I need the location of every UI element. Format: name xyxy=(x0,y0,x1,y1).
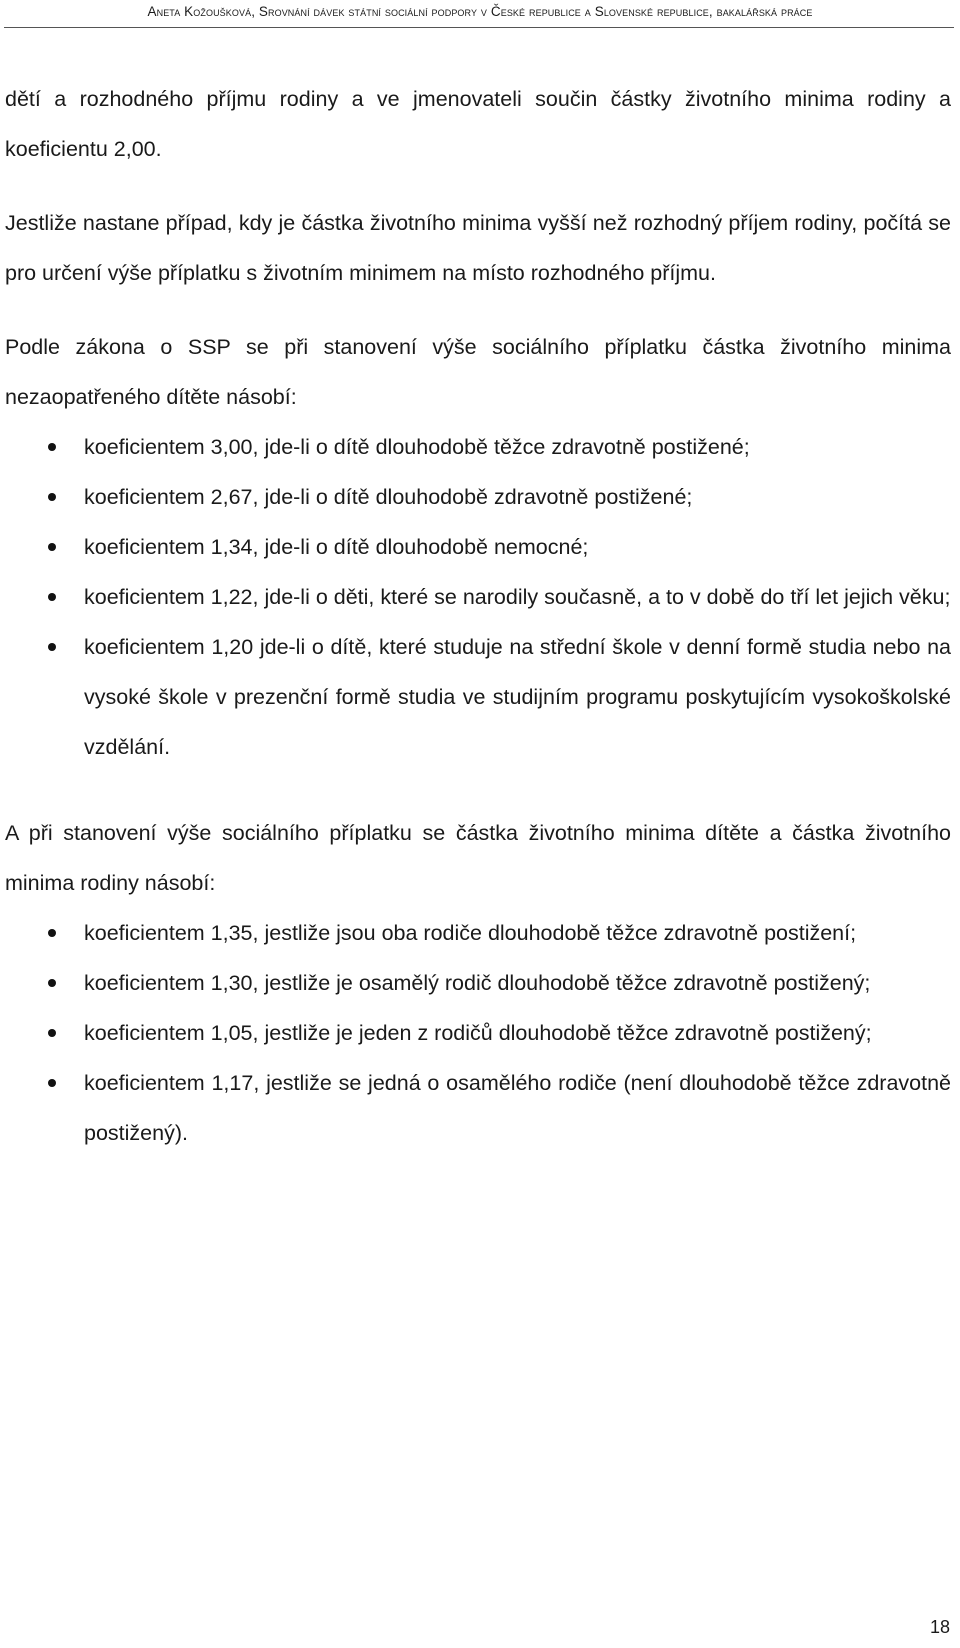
list-item xyxy=(5,572,951,622)
bullet-icon xyxy=(48,443,56,451)
coefficient-list-child xyxy=(5,422,951,772)
list-item-text: koeficientem 1,17, jestliže se jedná o osamělého rodiče (není dlouhodobě těžce zdravotně postižený). xyxy=(84,1071,951,1145)
bullet-icon xyxy=(48,1079,56,1087)
paragraph-1: dětí a rozhodného příjmu rodiny a ve jmenovateli součin částky životního minima rodiny a koeficientu 2,00. xyxy=(5,87,951,161)
list-item xyxy=(5,422,951,472)
list-item-text: koeficientem 1,22, jde-li o děti, které se narodily současně, a to v době do tří let jejich věku; xyxy=(84,585,951,609)
list-item xyxy=(5,472,951,522)
bullet-icon xyxy=(48,929,56,937)
bullet-icon xyxy=(48,493,56,501)
page-body xyxy=(5,74,951,1158)
header-divider xyxy=(4,27,954,28)
list-item-text: koeficientem 2,67, jde-li o dítě dlouhodobě zdravotně postižené; xyxy=(84,485,693,509)
list-item-text: koeficientem 1,05, jestliže je jeden z rodičů dlouhodobě těžce zdravotně postižený; xyxy=(84,1021,872,1045)
paragraph-4: A při stanovení výše sociálního příplatku se částka životního minima dítěte a částka životního minima rodiny násobí: xyxy=(5,821,951,895)
bullet-icon xyxy=(48,593,56,601)
paragraph-2: Jestliže nastane případ, kdy je částka životního minima vyšší než rozhodný příjem rodiny, počítá se pro určení výše příplatku s životním minimem na místo rozhodného příjmu. xyxy=(5,211,951,285)
list-item-text: koeficientem 1,30, jestliže je osamělý rodič dlouhodobě těžce zdravotně postižený; xyxy=(84,971,871,995)
bullet-icon xyxy=(48,1029,56,1037)
page-number: 18 xyxy=(929,1617,950,1637)
list-item-text: koeficientem 1,35, jestliže jsou oba rodiče dlouhodobě těžce zdravotně postižení; xyxy=(84,921,857,945)
list-item-text: koeficientem 3,00, jde-li o dítě dlouhodobě těžce zdravotně postižené; xyxy=(84,435,750,459)
running-header: Aneta Kožoušková, Srovnání dávek státní sociální podpory v České republice a Slovenské republice, bakalářská práce xyxy=(147,4,813,19)
list-item xyxy=(5,908,951,958)
list-item-text: koeficientem 1,34, jde-li o dítě dlouhodobě nemocné; xyxy=(84,535,589,559)
paragraph-3: Podle zákona o SSP se při stanovení výše sociálního příplatku částka životního minima nezaopatřeného dítěte násobí: xyxy=(5,335,951,409)
coefficient-list-family xyxy=(5,908,951,1158)
list-item xyxy=(5,958,951,1008)
list-item xyxy=(5,622,951,772)
bullet-icon xyxy=(48,979,56,987)
bullet-icon xyxy=(48,543,56,551)
list-item xyxy=(5,1008,951,1058)
list-item xyxy=(5,522,951,572)
list-item-text: koeficientem 1,20 jde-li o dítě, které studuje na střední škole v denní formě studia nebo na vysoké škole v prezenční formě studia ve studijním programu poskytujícím vysokoškolské vzdělání. xyxy=(84,635,951,759)
bullet-icon xyxy=(48,643,56,651)
list-item xyxy=(5,1058,951,1158)
